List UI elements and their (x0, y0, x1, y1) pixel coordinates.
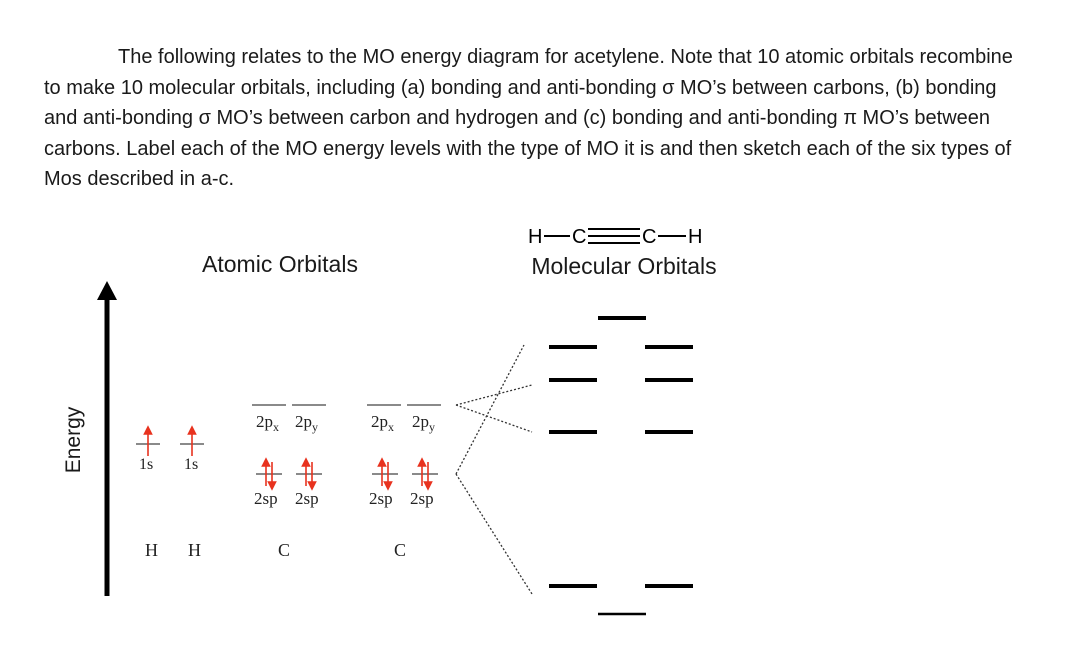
mo-levels (549, 318, 693, 586)
c1-atom-label: C (278, 540, 291, 560)
c1-2px-label: $2p_x$ (256, 412, 279, 434)
h1-atom-label: H (145, 540, 158, 560)
question-paragraph: The following relates to the MO energy diagram for acetylene. Note that 10 atomic orbitals recombine to make 10 molecular orbitals, including (a) bonding and anti-bonding σ MO’s between carbons, (b) bonding and anti-bonding σ MO’s between carbon and hydrogen and (c) bonding and anti-bonding π MO’s between carbons. Label each of the MO energy levels with the type of MO it is and then sketch each of the six types of Mos described in a-c. (44, 46, 1013, 190)
energy-axis-arrowhead (97, 281, 117, 300)
energy-label: Energy (62, 406, 85, 474)
c2-sp1-label: 2sp (369, 489, 393, 508)
h1-orbital-label: 1s (139, 456, 154, 473)
c1-2py-label: $2p_y$ (295, 412, 318, 434)
c1-sp1-label: 2sp (254, 489, 278, 508)
structure-c-right: C (642, 226, 657, 248)
acetylene-structure (528, 226, 702, 248)
molecular-orbitals-title: Molecular Orbitals (531, 253, 717, 279)
h2-orbital-label: 1s (184, 456, 199, 473)
structure-c-left: C (572, 226, 587, 248)
carbon-1-orbitals (252, 405, 326, 560)
c2-2py-label: $2p_y$ (412, 412, 435, 434)
atomic-orbitals-title: Atomic Orbitals (202, 251, 358, 277)
h2-atom-label: H (188, 540, 201, 560)
hydrogen-orbitals (136, 430, 204, 560)
c2-2px-label: $2p_x$ (371, 412, 394, 434)
c2-sp2-label: 2sp (410, 489, 434, 508)
c2-atom-label: C (394, 540, 407, 560)
c1-sp2-label: 2sp (295, 489, 319, 508)
structure-h-left: H (528, 226, 543, 248)
carbon-2-orbitals (367, 405, 441, 560)
structure-h-right: H (688, 226, 703, 248)
correlation-lines (456, 345, 532, 594)
